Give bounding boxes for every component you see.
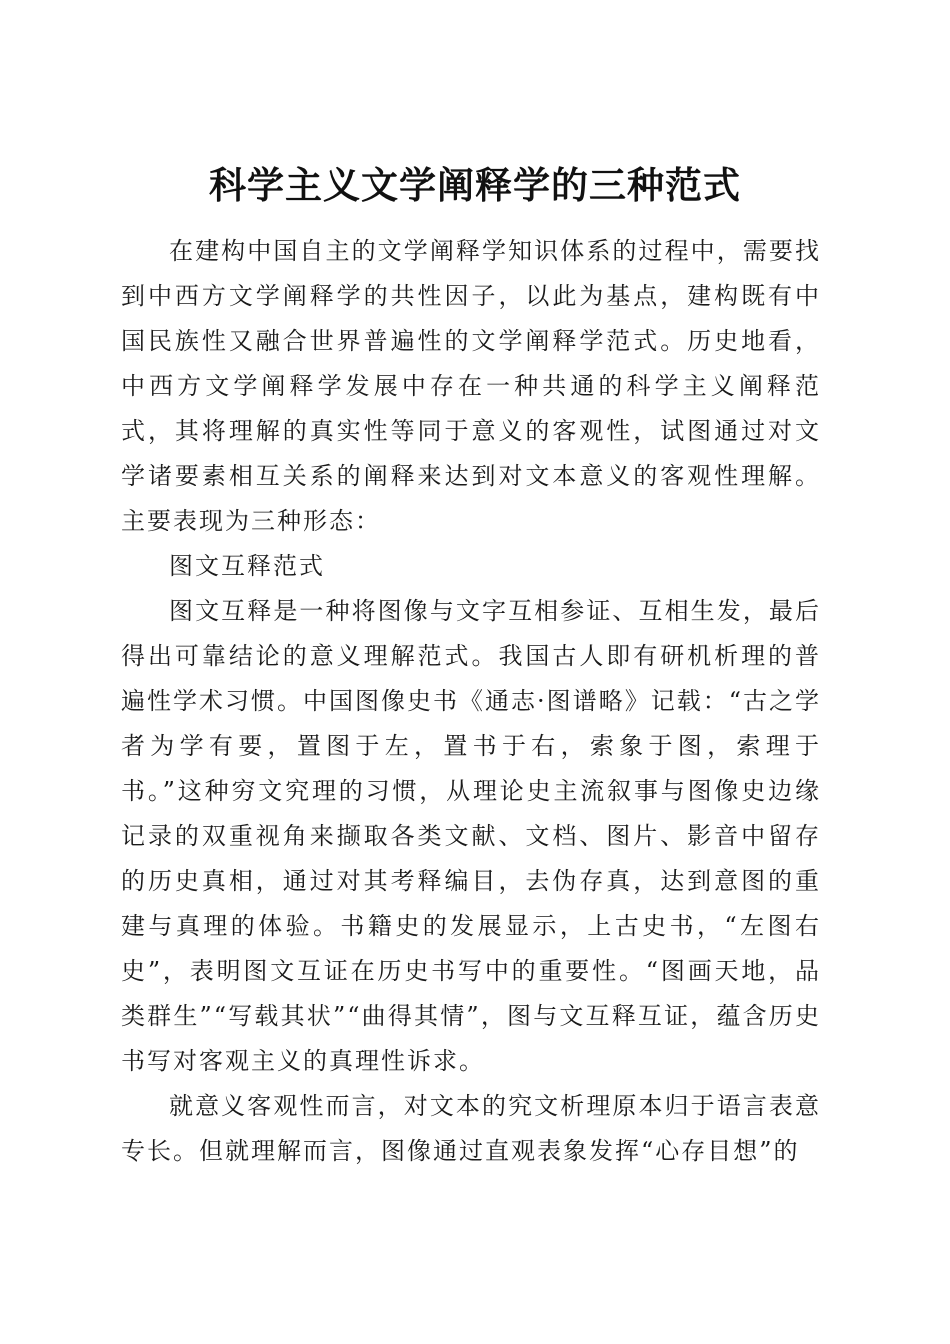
body-paragraph: 图文互释是一种将图像与文字互相参证、互相生发，最后得出可靠结论的意义理解范式。我国古人即有研机析理的普遍性学术习惯。中国图像史书《通志·图谱略》记载：“古之学者为学有要，置图于左，置书于右，索象于图，索理于书。”这种穷文究理的习惯，从理论史主流叙事与图像史边缘记录的双重视角来撷取各类文献、文档、图片、影音中留存的历史真相，通过对其考释编目，去伪存真，达到意图的重建与真理的体验。书籍史的发展显示，上古史书，“左图右史”，表明图文互证在历史书写中的重要性。“图画天地，品类群生”“写载其状”“曲得其情”，图与文互释互证，蕴含历史书写对客观主义的真理性诉求。 <box>121 597 821 1075</box>
body-paragraph: 就意义客观性而言，对文本的究文析理原本归于语言表意专长。但就理解而言，图像通过直观表象发挥“心存目想”的 <box>121 1092 821 1165</box>
document-body <box>121 229 821 1174</box>
page-title: 科学主义文学阐释学的三种范式 <box>209 162 741 207</box>
section-heading: 图文互释范式 <box>169 552 325 580</box>
intro-paragraph: 在建构中国自主的文学阐释学知识体系的过程中，需要找到中西方文学阐释学的共性因子，以此为基点，建构既有中国民族性又融合世界普遍性的文学阐释学范式。历史地看，中西方文学阐释学发展中存在一种共通的科学主义阐释范式，其将理解的真实性等同于意义的客观性，试图通过对文学诸要素相互关系的阐释来达到对文本意义的客观性理解。主要表现为三种形态： <box>121 237 821 535</box>
